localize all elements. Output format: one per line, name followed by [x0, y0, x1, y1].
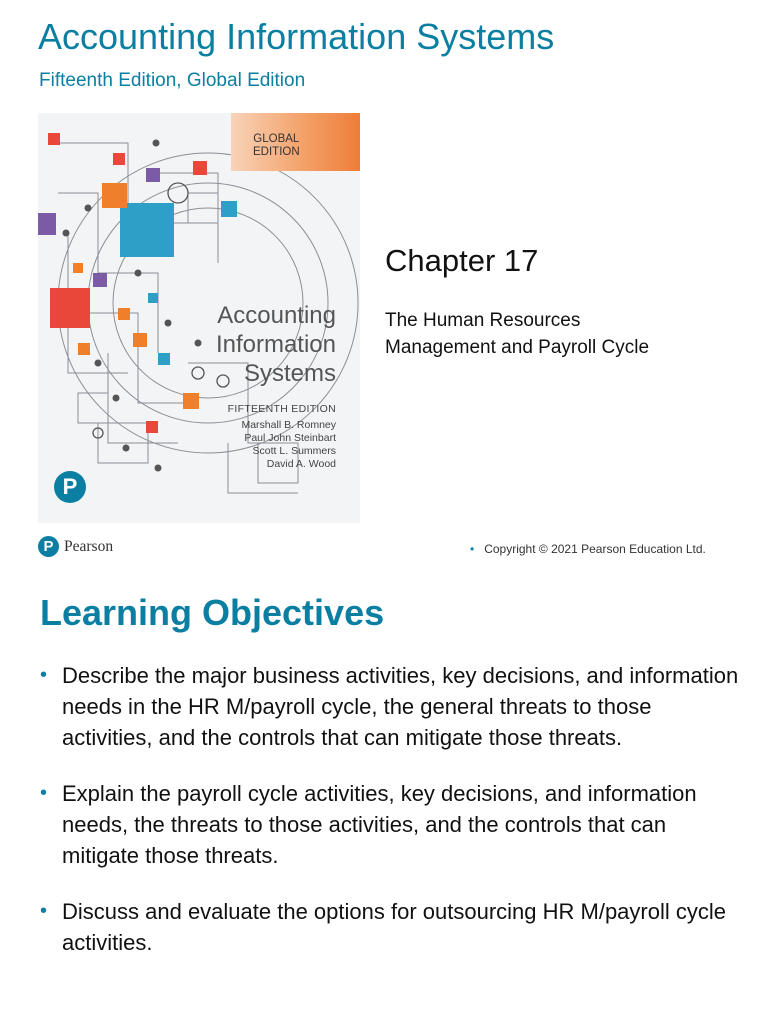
- pearson-logo: [38, 536, 113, 557]
- cover-author: Marshall B. Romney: [241, 419, 336, 431]
- global-edition-badge: [231, 113, 360, 171]
- bullet-icon: •: [40, 664, 48, 686]
- list-item: [40, 778, 740, 871]
- cover-edition-label: FIFTEENTH EDITION: [227, 403, 336, 415]
- badge-line2: EDITION: [253, 146, 300, 158]
- bullet-icon: •: [470, 542, 475, 556]
- cover-authors: [241, 419, 336, 471]
- cover-title-line2: Information: [215, 331, 336, 358]
- learning-objectives-heading: Learning Objectives: [40, 592, 385, 633]
- objective-text: Explain the payroll cycle activities, key decisions, and information needs, the threats to those activities, and the controls that can mitigate those threats.: [62, 781, 697, 868]
- objective-text: Describe the major business activities, key decisions, and information needs in the HR M/payroll cycle, the general threats to those activities, and the controls that can mitigate those threats.: [62, 663, 739, 750]
- cover-title-line3: Systems: [243, 360, 336, 387]
- copyright-text: Copyright © 2021 Pearson Education Ltd.: [484, 542, 706, 556]
- list-item: [40, 896, 740, 958]
- cover-author: Paul John Steinbart: [244, 432, 336, 444]
- pearson-wordmark: Pearson: [64, 537, 114, 555]
- bullet-icon: •: [40, 782, 48, 804]
- objective-text: Discuss and evaluate the options for outsourcing HR M/payroll cycle activities.: [62, 899, 726, 955]
- copyright-notice: [470, 542, 706, 556]
- cover-book-title: [216, 301, 336, 388]
- cover-title-line1: Accounting: [217, 302, 336, 329]
- cover-pearson-logo-icon: P: [54, 471, 86, 503]
- cover-author: David A. Wood: [266, 458, 336, 470]
- badge-line1: GLOBAL: [253, 133, 300, 145]
- book-cover-image: [38, 113, 360, 523]
- list-item: [40, 660, 740, 753]
- chapter-title: [385, 307, 649, 361]
- edition-subtitle: Fifteenth Edition, Global Edition: [39, 70, 306, 91]
- chapter-title-line1: The Human Resources: [385, 310, 581, 331]
- chapter-title-line2: Management and Payroll Cycle: [385, 337, 650, 358]
- bullet-icon: •: [40, 900, 48, 922]
- pearson-logo-icon: P: [38, 536, 59, 557]
- presentation-title: Accounting Information Systems: [38, 16, 555, 57]
- chapter-number: Chapter 17: [385, 243, 539, 278]
- cover-author: Scott L. Summers: [252, 445, 336, 457]
- objectives-list: [40, 660, 740, 983]
